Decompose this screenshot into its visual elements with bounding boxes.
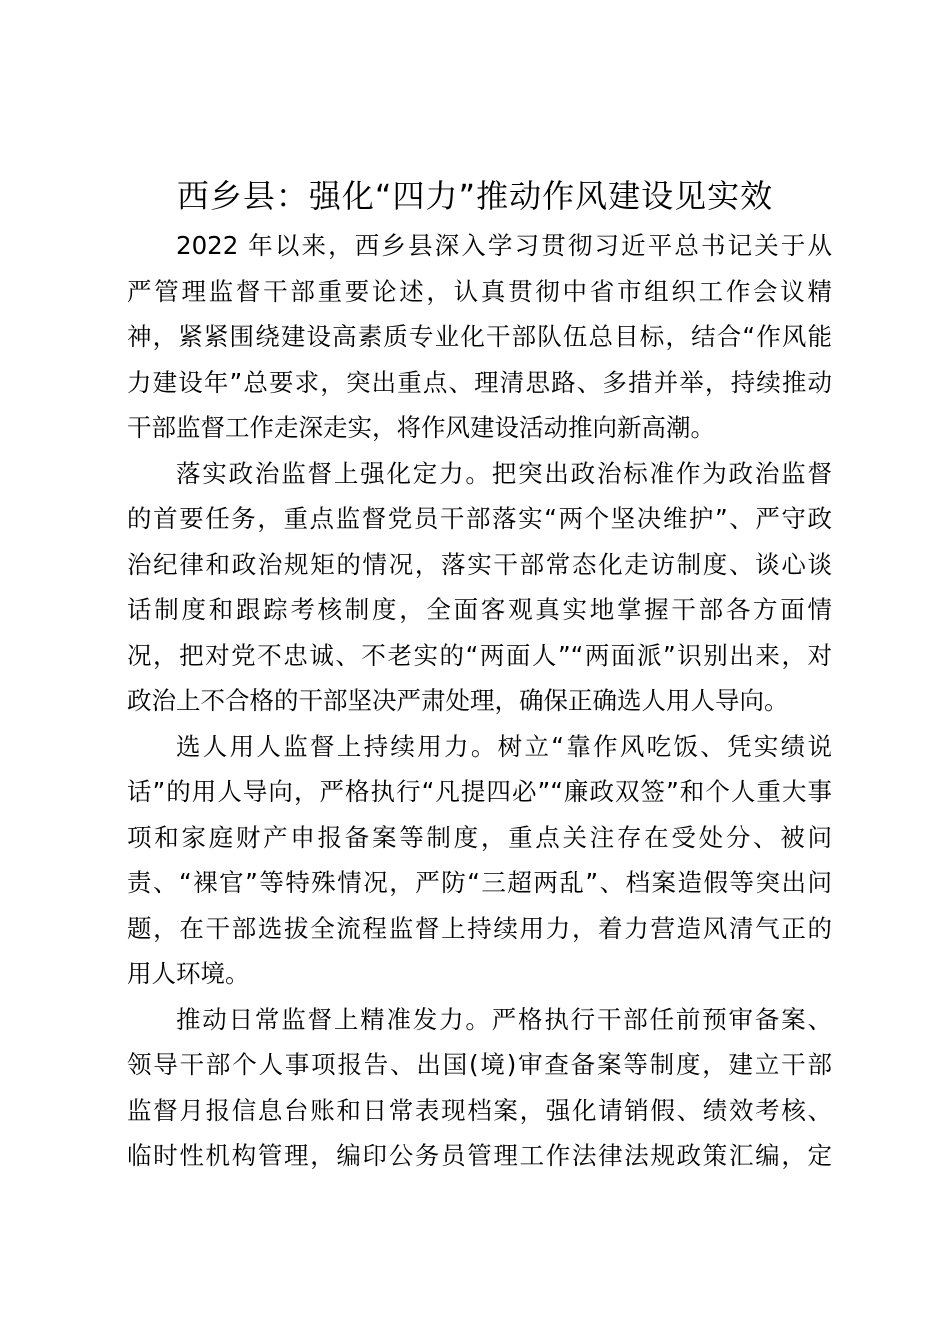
paragraph-line: 用人环境。 <box>127 959 250 988</box>
paragraph-line: 选人用人监督上持续用力。树立“靠作风吃饭、凭实绩说 <box>176 731 832 761</box>
paragraph-line: 神，紧紧围绕建设高素质专业化干部队伍总目标，结合“作风能 <box>127 322 832 351</box>
paragraph-line: 2022 年以来，西乡县深入学习贯彻习近平总书记关于从 <box>176 231 832 260</box>
paragraph-intro <box>127 223 832 451</box>
paragraph-line: 项和家庭财产申报备案等制度，重点关注存在受处分、被问 <box>127 822 832 852</box>
paragraph-line: 落实政治监督上强化定力。把突出政治标准作为政治监督 <box>176 458 832 488</box>
paragraph-political-supervision <box>127 451 832 724</box>
paragraph-line: 推动日常监督上精准发力。严格执行干部任前预审备案、 <box>176 1004 832 1034</box>
document-title: 西乡县：强化“四力”推动作风建设见实效 <box>176 177 774 215</box>
paragraph-line: 严管理监督干部重要论述，认真贯彻中省市组织工作会议精 <box>127 276 832 306</box>
paragraph-line: 责、“裸官”等特殊情况，严防“三超两乱”、档案造假等突出问 <box>127 868 832 897</box>
paragraph-line: 政治上不合格的干部坚决严肃处理，确保正确选人用人导向。 <box>127 686 789 715</box>
paragraph-line: 干部监督工作走深走实，将作风建设活动推向新高潮。 <box>127 413 715 442</box>
document-body <box>127 223 832 1179</box>
paragraph-line: 领导干部个人事项报告、出国(境)审查备案等制度，建立干部 <box>127 1050 832 1079</box>
paragraph-line: 话制度和跟踪考核制度，全面客观真实地掌握干部各方面情 <box>127 595 832 624</box>
paragraph-line: 治纪律和政治规矩的情况，落实干部常态化走访制度、谈心谈 <box>127 549 832 579</box>
paragraph-line: 的首要任务，重点监督党员干部落实“两个坚决维护”、严守政 <box>127 504 832 533</box>
paragraph-personnel-supervision <box>127 724 832 997</box>
paragraph-line: 题，在干部选拔全流程监督上持续用力，着力营造风清气正的 <box>127 913 832 943</box>
paragraph-line: 况，把对党不忠诚、不老实的“两面人”“两面派”识别出来，对 <box>127 640 832 670</box>
paragraph-daily-supervision <box>127 997 832 1179</box>
paragraph-line: 话”的用人导向，严格执行“凡提四必”“廉政双签”和个人重大事 <box>127 777 832 806</box>
paragraph-line: 临时性机构管理，编印公务员管理工作法律法规政策汇编，定 <box>127 1141 832 1170</box>
paragraph-line: 监督月报信息台账和日常表现档案，强化请销假、绩效考核、 <box>127 1095 832 1125</box>
paragraph-line: 力建设年”总要求，突出重点、理清思路、多措并举，持续推动 <box>127 367 832 397</box>
